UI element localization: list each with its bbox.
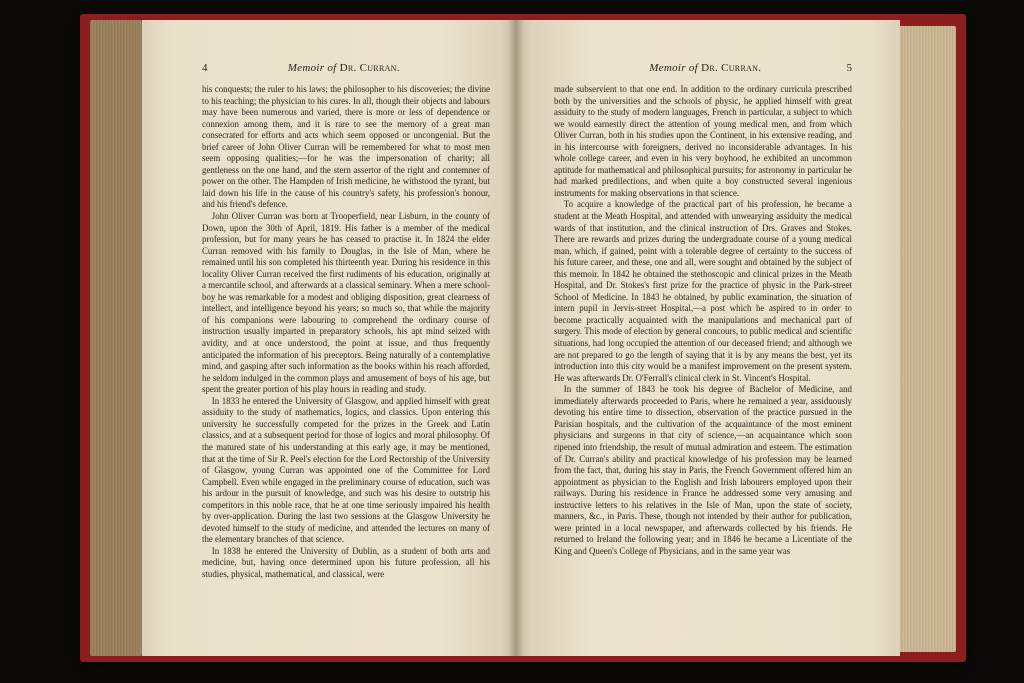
right-running-head <box>554 62 852 82</box>
paragraph: made subservient to that one end. In addition to the ordinary curricula prescribed both by the universities and the schools of physic, he applied himself with great assiduity to the study of modern languages, French in particular, a subject to which we would earnestly direct the attention of young medical men, and from which Oliver Curran, both in his studies upon the Continent, in his extensive reading, and in his intercourse with foreigners, derived no inconsiderable advantages. In his whole college career, and even in his very boyhood, he exhibited an uncommon aptitude for mathematical and philosophical pursuits; for astronomy in particular he had marked predilections, and when quite a boy constructed several ingenious instruments for making observations in that science. <box>554 84 852 198</box>
left-page-number: 4 <box>202 62 208 74</box>
paragraph: John Oliver Curran was born at Trooperfield, near Lisburn, in the county of Down, upon the 30th of April, 1819. His father is a member of the medical profession, but for many years he has ceased to practise it. In 1824 the elder Curran removed with his family to Douglas, in the Isle of Man, where he remained until his son completed his thirteenth year. During his residence in this locality Oliver Curran received the first rudiments of his education, originally at a mercantile school, and afterwards at a classical seminary. When a mere school-boy he was remarkable for a modest and obliging disposition, great clearness of intellect, and intelligence beyond his years; so much so, that while the majority of his companions were labouring to comprehend the ordinary course of instruction usually imparted in preparatory schools, his apt mind seized with avidity, and at once understood, the point at issue, and thus frequently anticipated the information of his preceptors. Being naturally of a contemplative mind, and gasping after such information as the books within his reach afforded, he seldom indulged in the common plays and amusement of boys of his age, but spent the greater portion of his play hours in reading and study. <box>202 211 490 395</box>
book-gutter <box>508 20 524 656</box>
paragraph: his conquests; the ruler to his laws; the philosopher to his discoveries; the divine to his teaching; the physician to his cures. In all, though their objects and labours may have been numerous and varied, there is more or less of dependence or connexion among them, and it is rare to see the memory of a great man consecrated for efforts and acts which seem opposed or uncongenial. But the brief career of John Oliver Curran will be remembered for what to most men seem opposing qualities;—for he was the impersonation of charity; all gentleness on the one hand, and the stern assertor of the right and contemner of power on the other. The Hampden of Irish medicine, he withstood the tyrant, but laid down his life in the cause of his country's safety, his profession's honour, and his friend's defence. <box>202 84 490 210</box>
right-page-edges <box>898 26 956 652</box>
right-running-title: Memoir of Dr. Curran. <box>649 62 762 74</box>
left-running-head <box>202 62 490 82</box>
left-page-edges <box>90 20 142 656</box>
right-page-number: 5 <box>846 62 852 74</box>
left-page <box>142 20 516 656</box>
left-running-title: Memoir of Dr. Curran. <box>287 62 400 74</box>
left-page-text <box>202 84 490 581</box>
paragraph: In 1833 he entered the University of Glasgow, and applied himself with great assiduity to the study of mathematics, logics, and classics. Upon entering this university he successfully competed for the prizes in the Greek and Latin classics, and at a subsequent period for those of logics and moral philosophy. Of the matured state of his understanding at this early age, it may be mentioned, that at the time of Sir R. Peel's election for the Lord Rectorship of the University of Glasgow, young Curran was appointed one of the Committee for Lord Campbell. Even while engaged in the preliminary course of education, such was his ardour in the pursuit of knowledge, and such was his desire to outstrip his competitors in this noble race, that he at one time seriously impaired his health by over-application. During the last two sessions at the Glasgow University he devoted himself to the study of medicine, and attended the lectures on many of the elementary branches of that science. <box>202 395 490 545</box>
right-page <box>516 20 900 656</box>
paragraph: To acquire a knowledge of the practical part of his profession, he became a student at the Meath Hospital, and attended with unwearying assiduity the medical wards of that institution, and the clinical instruction of Drs. Graves and Stokes. There are rewards and prizes during the undergraduate course of a young medical man, which, if gained, point with a tolerable degree of certainty to the success of his future career, and these, one and all, were sought and obtained by the subject of this memoir. In 1842 he obtained the stethoscopic and clinical prizes in the Meath Hospital, and Dr. Stokes's first prize for the practice of physic in the Park-street School of Medicine. In 1843 he obtained, by public examination, the situation of intern pupil in Jervis-street Hospital,—a post which he aspired to in order to become practically acquainted with the manipulations and mechanical part of surgery. This mode of election by general concours, to public medical and scientific situations, had long occupied the attention of our deceased friend; and although we are not prepared to go the length of saying that it is by any means the best, yet its introduction into this city would be a manifest improvement on the present system. He was afterwards Dr. O'Ferrall's clinical clerk in St. Vincent's Hospital. <box>554 199 852 383</box>
paragraph: In 1838 he entered the University of Dublin, as a student of both arts and medicine, but, having once determined upon his future profession, all his studies, physical, mathematical, and classical, were <box>202 545 490 579</box>
right-page-text <box>554 84 852 557</box>
paragraph: In the summer of 1843 he took his degree of Bachelor of Medicine, and immediately afterwards proceeded to Paris, where he remained a year, assiduously devoting his entire time to dissection, observation of the practice pursued in the Parisian hospitals, and the cultivation of the acquaintance of the most eminent physicians and surgeons in that city of science,—an acquaintance which soon ripened into friendship, the result of mutual admiration and esteem. The estimation of Dr. Curran's ability and practical knowledge of his profession may be learned from the fact, that, during his stay in Paris, the French Government offered him an appointment as physician to the English and Irish labourers employed upon their railways. During his residence in France he addressed some very amusing and instructive letters to his relatives in the Isle of Man, upon the state of society, manners, &c., in Paris. These, though not intended by their author for publication, were printed in a local newspaper, and afterwards collected by his friends. He returned to Ireland the following year; and in 1846 he became a Licentiate of the King and Queen's College of Physicians, and in the same year was <box>554 384 852 556</box>
